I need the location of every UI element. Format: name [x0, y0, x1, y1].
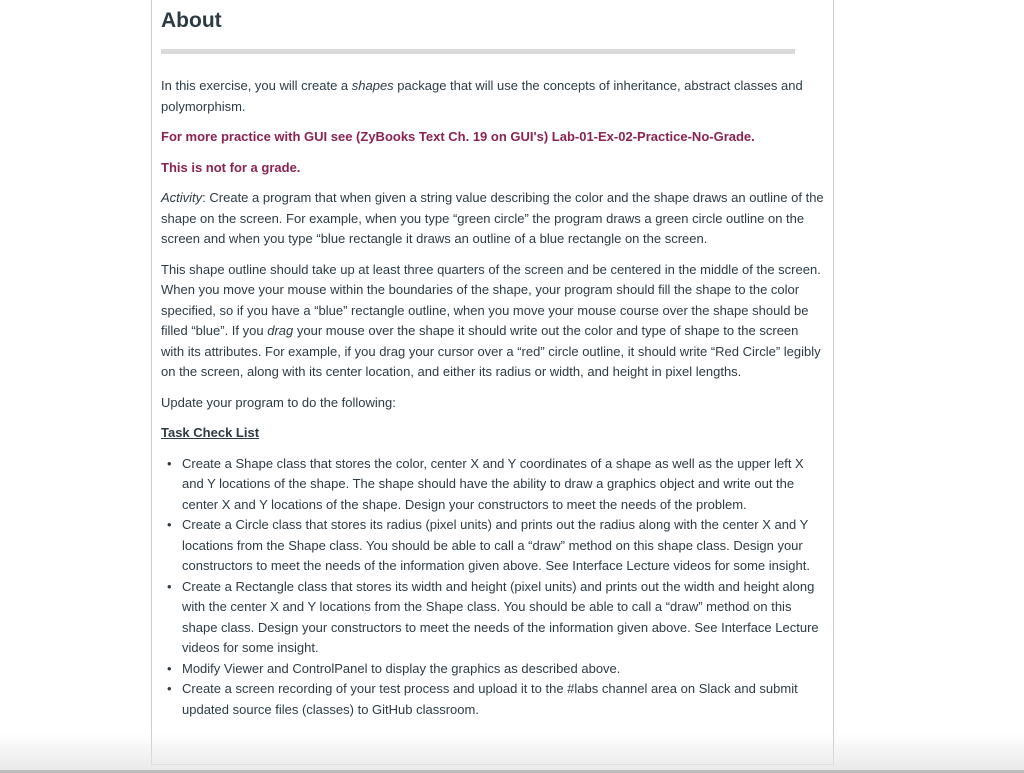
outline-text-start: This shape outline should take up at least three quarters of the screen and be centered in the middle of the screen. When you move your mouse within the boundaries of the shape, your program should fill the shape to the color specified, so if you have a “blue” rectangle outline, when you move your mouse course over the shape should be filled “blue”. If you [161, 261, 821, 338]
activity-label: Activity [161, 190, 203, 205]
intro-emphasis: shapes [351, 78, 394, 93]
not-for-grade-note: This is not for a grade. [161, 159, 301, 175]
bullet-icon: • [167, 681, 172, 696]
outline-paragraph [161, 260, 825, 383]
intro-text-end: package that will use the concepts of inheritance, abstract classes and polymorphism. [161, 78, 803, 114]
list-item [167, 659, 825, 680]
task-list-title: Task Check List [161, 425, 260, 440]
bullet-icon: • [167, 578, 172, 594]
intro-paragraph [161, 76, 825, 117]
outline-emphasis: drag [267, 323, 294, 338]
task-text: Create a Rectangle class that stores its width and height (pixel units) and prints out the width and height along with the center X and Y locations from the Shape class. You should be able to call a “draw” method on this shape class. Design your constructors to meet the needs of the information given above. See Interface Lecture videos for some insight. [182, 578, 819, 655]
list-item [167, 679, 825, 720]
update-instruction: Update your program to do the following: [161, 394, 396, 410]
task-list [161, 454, 825, 721]
task-text: Create a Shape class that stores the color, center X and Y coordinates of a shape as well as the upper left X and Y locations of the shape. The shape should have the ability to draw a graphics object and write out the center X and Y locations of the shape. Design your constructors to meet the needs of the problem. [182, 455, 804, 512]
task-text: Create a screen recording of your test process and upload it to the #labs channel area on Slack and submit updated source files (classes) to GitHub classroom. [182, 681, 798, 717]
outline-text-end: your mouse over the shape it should write out the color and type of shape to the screen with its attributes. For example, if you drag your cursor over a “red” circle outline, it should write “Red Circle” legibly on the screen, along with its center location, and either its radius or width, and height in pixel lengths. [161, 323, 821, 379]
task-text: Create a Circle class that stores its radius (pixel units) and prints out the radius along with the center X and Y locations from the Shape class. You should be able to call a “draw” method on this shape class. Design your constructors to meet the needs of the information given above. See Interface Lecture videos for some insight. [182, 517, 810, 573]
intro-text-start: In this exercise, you will create a [161, 78, 352, 93]
bullet-icon: • [167, 455, 172, 471]
list-item [167, 454, 825, 516]
list-item [167, 515, 825, 577]
content-body [161, 0, 825, 720]
content-card [151, 0, 834, 765]
task-text: Modify Viewer and ControlPanel to display the graphics as described above. [182, 660, 621, 676]
activity-paragraph [161, 188, 825, 250]
list-item [167, 577, 825, 659]
bullet-icon: • [167, 660, 172, 676]
practice-note: For more practice with GUI see (ZyBooks Text Ch. 19 on GUI's) Lab-01-Ex-02-Practice-No-Grade. [161, 129, 755, 144]
title-divider [161, 49, 795, 54]
page-title: About [161, 9, 222, 32]
bullet-icon: • [167, 517, 172, 532]
activity-text: : Create a program that when given a string value describing the color and the shape draws an outline of the shape on the screen. For example, when you type “green circle” the program draws a green circle outline on the screen and when you type “blue rectangle it draws an outline of a blue rectangle on the screen. [161, 190, 824, 246]
